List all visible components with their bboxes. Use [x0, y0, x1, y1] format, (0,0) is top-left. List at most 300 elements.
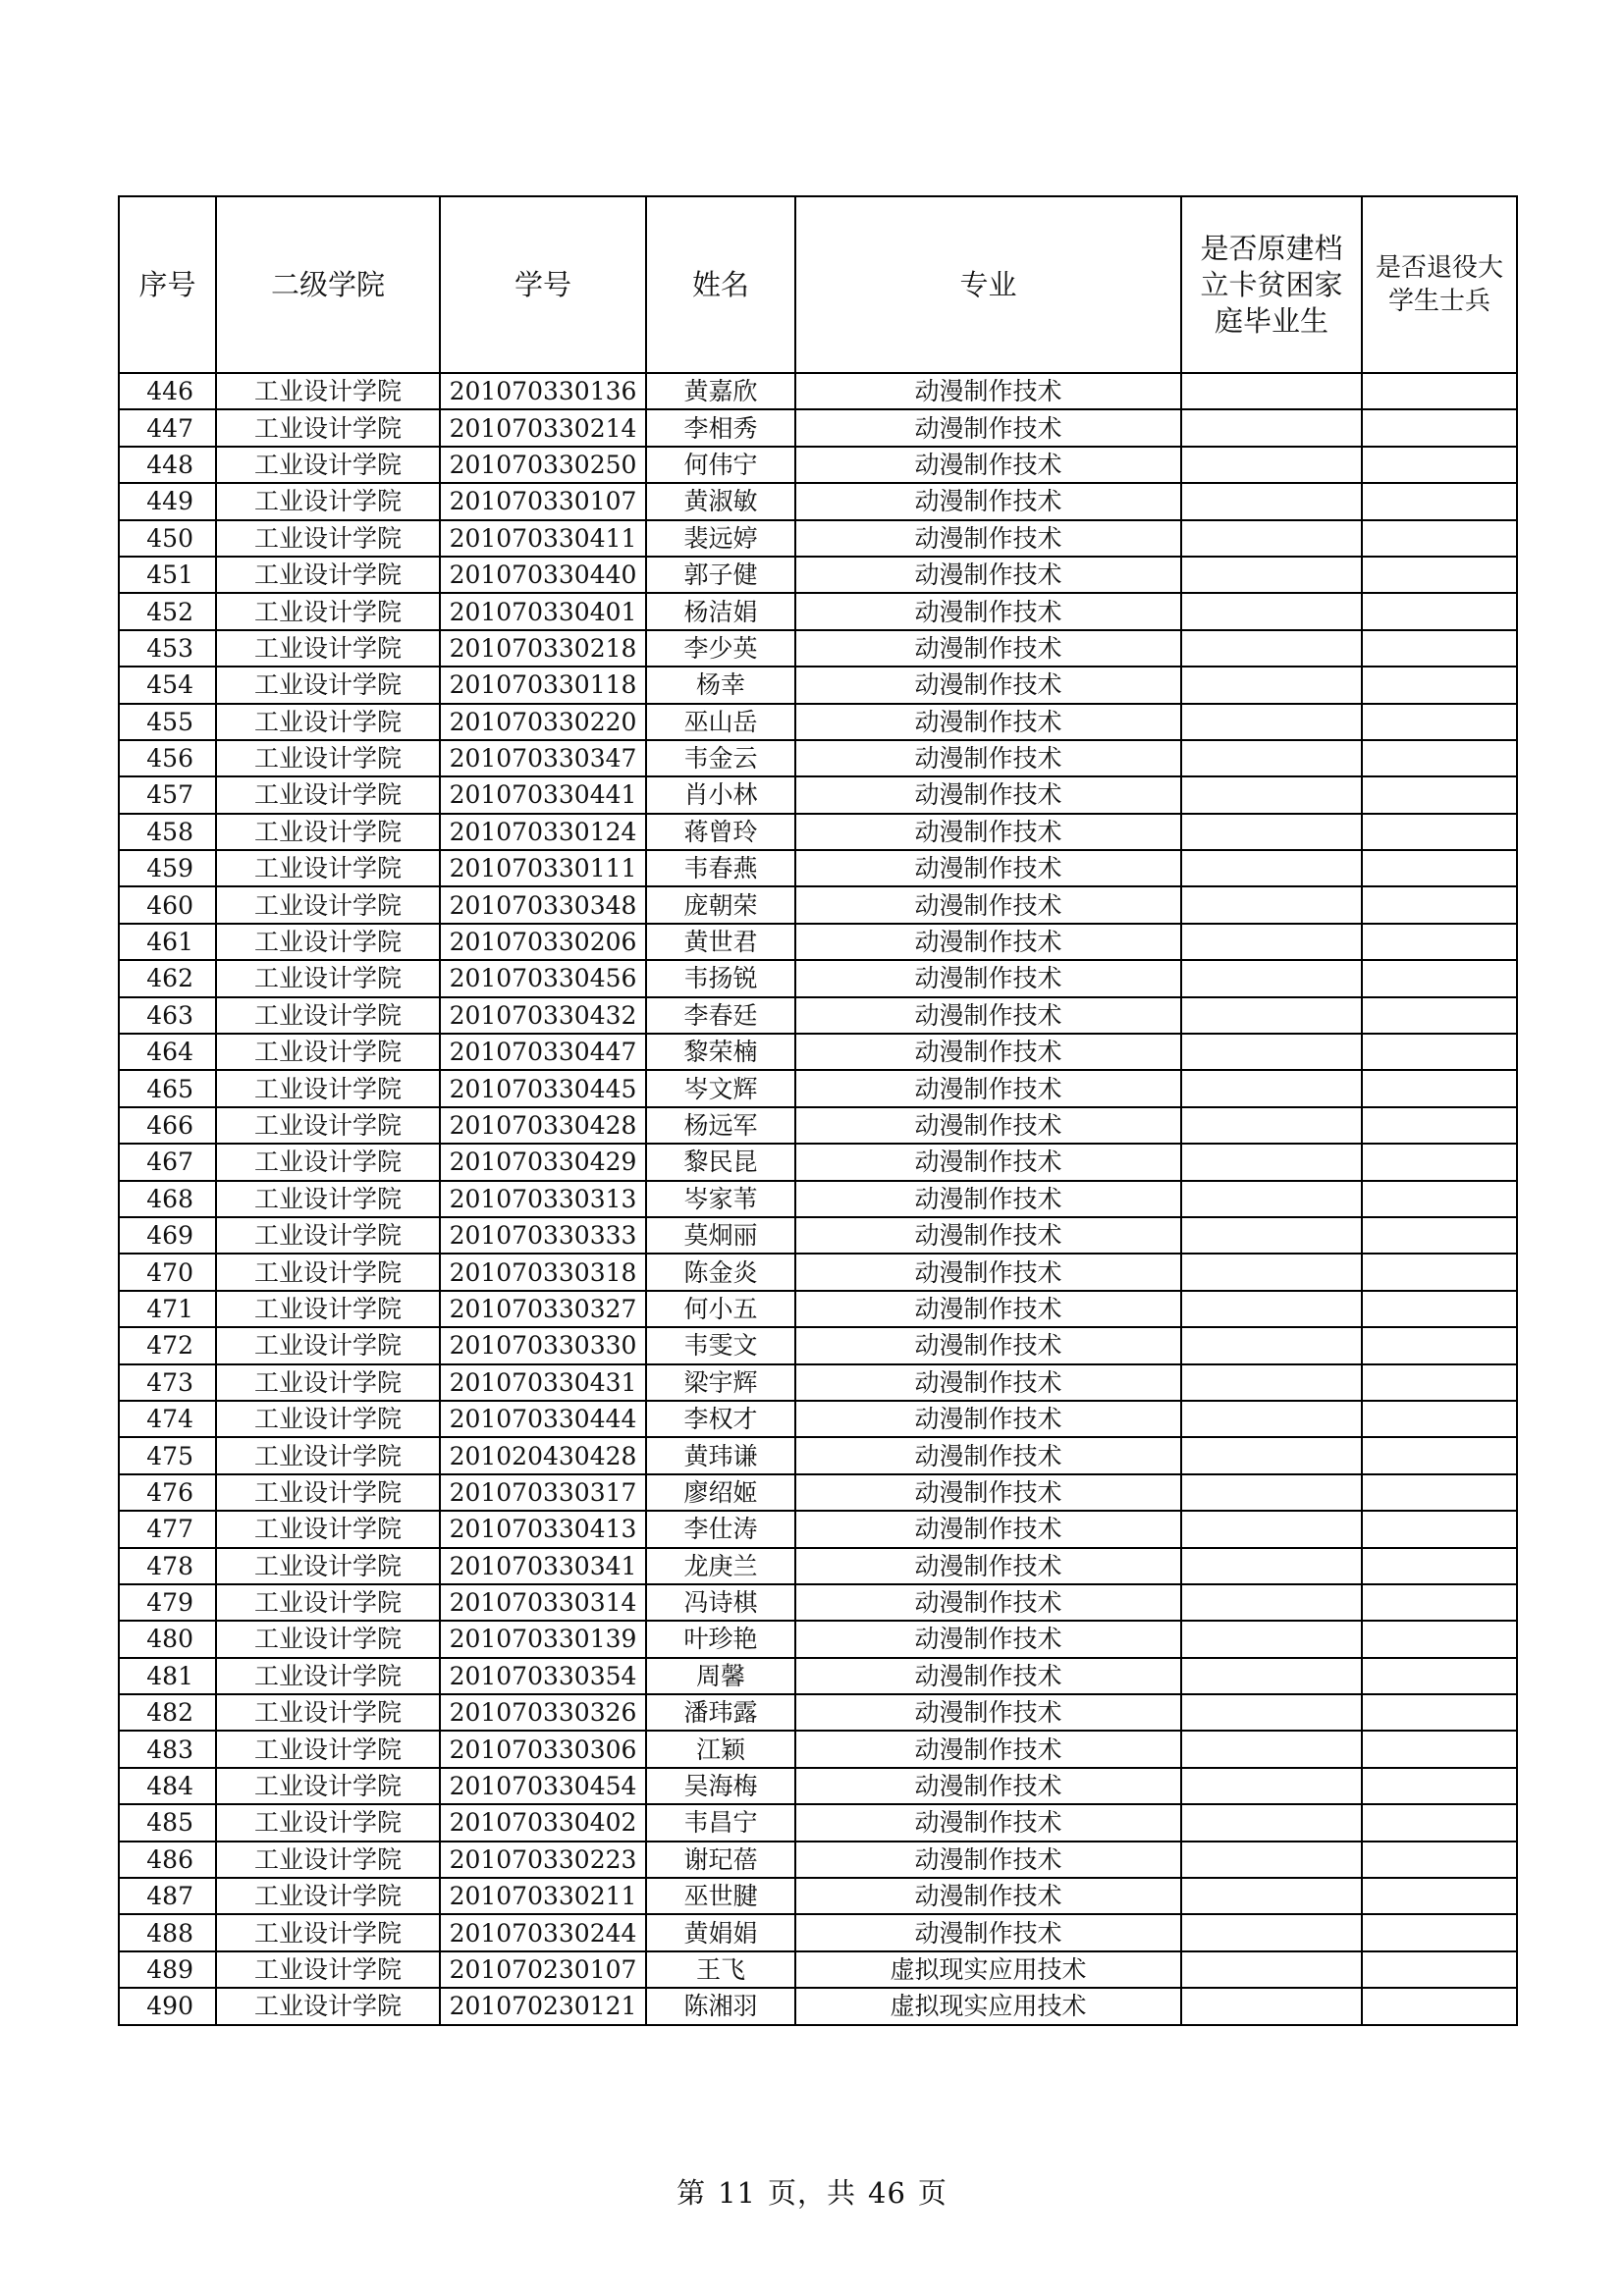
- cell-college: 工业设计学院: [216, 593, 440, 629]
- cell-veteran-status: [1362, 593, 1517, 629]
- cell-poverty-status: [1181, 1254, 1362, 1290]
- cell-seq: 463: [119, 997, 216, 1034]
- cell-college: 工业设计学院: [216, 1474, 440, 1511]
- cell-student-id: 201070330428: [440, 1107, 646, 1144]
- cell-name: 谢玘蓓: [646, 1842, 795, 1878]
- cell-name: 李少英: [646, 630, 795, 667]
- cell-college: 工业设计学院: [216, 1951, 440, 1988]
- cell-major: 动漫制作技术: [795, 850, 1181, 886]
- cell-seq: 477: [119, 1511, 216, 1547]
- cell-college: 工业设计学院: [216, 1548, 440, 1584]
- cell-name: 李相秀: [646, 409, 795, 446]
- cell-poverty-status: [1181, 1070, 1362, 1106]
- cell-student-id: 201070330456: [440, 960, 646, 996]
- cell-major: 虚拟现实应用技术: [795, 1951, 1181, 1988]
- cell-poverty-status: [1181, 1437, 1362, 1473]
- cell-seq: 480: [119, 1621, 216, 1657]
- cell-seq: 469: [119, 1217, 216, 1254]
- table-row: [119, 1548, 1517, 1584]
- cell-veteran-status: [1362, 997, 1517, 1034]
- cell-seq: 488: [119, 1914, 216, 1950]
- cell-major: 动漫制作技术: [795, 1364, 1181, 1401]
- cell-poverty-status: [1181, 1658, 1362, 1694]
- cell-name: 韦扬锐: [646, 960, 795, 996]
- footer-current-page: 11: [718, 2176, 756, 2210]
- cell-veteran-status: [1362, 373, 1517, 409]
- table-row: [119, 1437, 1517, 1473]
- cell-major: 动漫制作技术: [795, 1474, 1181, 1511]
- cell-veteran-status: [1362, 1474, 1517, 1511]
- table-row: [119, 704, 1517, 740]
- footer-total-pages: 46: [868, 2176, 906, 2210]
- cell-student-id: 201070330402: [440, 1804, 646, 1841]
- cell-seq: 485: [119, 1804, 216, 1841]
- cell-student-id: 201070330401: [440, 593, 646, 629]
- cell-poverty-status: [1181, 704, 1362, 740]
- table-row: [119, 886, 1517, 923]
- cell-veteran-status: [1362, 1621, 1517, 1657]
- cell-major: 动漫制作技术: [795, 667, 1181, 703]
- cell-veteran-status: [1362, 960, 1517, 996]
- cell-college: 工业设计学院: [216, 886, 440, 923]
- cell-major: 动漫制作技术: [795, 1107, 1181, 1144]
- table-row: [119, 1768, 1517, 1804]
- cell-college: 工业设计学院: [216, 1291, 440, 1327]
- cell-student-id: 201070330440: [440, 557, 646, 593]
- cell-poverty-status: [1181, 1107, 1362, 1144]
- cell-poverty-status: [1181, 667, 1362, 703]
- cell-poverty-status: [1181, 997, 1362, 1034]
- cell-veteran-status: [1362, 886, 1517, 923]
- cell-veteran-status: [1362, 557, 1517, 593]
- cell-college: 工业设计学院: [216, 373, 440, 409]
- cell-name: 李权才: [646, 1401, 795, 1437]
- cell-name: 吴海梅: [646, 1768, 795, 1804]
- cell-major: 动漫制作技术: [795, 1070, 1181, 1106]
- table-row: [119, 924, 1517, 960]
- cell-college: 工业设计学院: [216, 1658, 440, 1694]
- cell-student-id: 201070330136: [440, 373, 646, 409]
- cell-name: 岑家苇: [646, 1181, 795, 1217]
- cell-student-id: 201070330111: [440, 850, 646, 886]
- cell-major: 动漫制作技术: [795, 1694, 1181, 1731]
- cell-major: 动漫制作技术: [795, 1768, 1181, 1804]
- table-row: [119, 1107, 1517, 1144]
- header-major: 专业: [795, 196, 1181, 373]
- cell-college: 工业设计学院: [216, 704, 440, 740]
- cell-name: 韦雯文: [646, 1327, 795, 1363]
- cell-name: 郭子健: [646, 557, 795, 593]
- cell-major: 动漫制作技术: [795, 593, 1181, 629]
- table-row: [119, 1181, 1517, 1217]
- cell-poverty-status: [1181, 1364, 1362, 1401]
- cell-veteran-status: [1362, 1401, 1517, 1437]
- cell-name: 杨洁娟: [646, 593, 795, 629]
- cell-seq: 484: [119, 1768, 216, 1804]
- table-row: [119, 1401, 1517, 1437]
- cell-college: 工业设计学院: [216, 1327, 440, 1363]
- cell-college: 工业设计学院: [216, 1804, 440, 1841]
- cell-college: 工业设计学院: [216, 409, 440, 446]
- cell-seq: 470: [119, 1254, 216, 1290]
- cell-student-id: 201070330413: [440, 1511, 646, 1547]
- footer-suffix: 页: [917, 2176, 947, 2210]
- cell-seq: 466: [119, 1107, 216, 1144]
- table-row: [119, 520, 1517, 557]
- cell-student-id: 201070330441: [440, 776, 646, 813]
- cell-seq: 457: [119, 776, 216, 813]
- cell-major: 动漫制作技术: [795, 704, 1181, 740]
- table-row: [119, 373, 1517, 409]
- table-row: [119, 1804, 1517, 1841]
- cell-veteran-status: [1362, 1034, 1517, 1070]
- cell-seq: 479: [119, 1584, 216, 1621]
- cell-major: 动漫制作技术: [795, 1181, 1181, 1217]
- cell-student-id: 201070330306: [440, 1731, 646, 1767]
- cell-college: 工业设计学院: [216, 1070, 440, 1106]
- cell-seq: 471: [119, 1291, 216, 1327]
- cell-name: 叶珍艳: [646, 1621, 795, 1657]
- cell-college: 工业设计学院: [216, 1364, 440, 1401]
- cell-veteran-status: [1362, 704, 1517, 740]
- cell-name: 龙庚兰: [646, 1548, 795, 1584]
- cell-poverty-status: [1181, 1584, 1362, 1621]
- cell-student-id: 201070330454: [440, 1768, 646, 1804]
- cell-major: 动漫制作技术: [795, 1327, 1181, 1363]
- table-row: [119, 1731, 1517, 1767]
- cell-college: 工业设计学院: [216, 1694, 440, 1731]
- header-poverty-status: 是否原建档立卡贫困家庭毕业生: [1181, 196, 1362, 373]
- cell-student-id: 201070330214: [440, 409, 646, 446]
- cell-name: 江颖: [646, 1731, 795, 1767]
- cell-poverty-status: [1181, 630, 1362, 667]
- cell-college: 工业设计学院: [216, 1988, 440, 2024]
- table-row: [119, 630, 1517, 667]
- cell-college: 工业设计学院: [216, 1437, 440, 1473]
- cell-poverty-status: [1181, 1144, 1362, 1180]
- cell-poverty-status: [1181, 483, 1362, 519]
- cell-name: 廖绍姬: [646, 1474, 795, 1511]
- cell-name: 莫炯丽: [646, 1217, 795, 1254]
- cell-seq: 490: [119, 1988, 216, 2024]
- cell-name: 何伟宁: [646, 447, 795, 483]
- cell-college: 工业设计学院: [216, 630, 440, 667]
- cell-poverty-status: [1181, 409, 1362, 446]
- cell-seq: 459: [119, 850, 216, 886]
- table-row: [119, 1327, 1517, 1363]
- cell-poverty-status: [1181, 1291, 1362, 1327]
- table-row: [119, 814, 1517, 850]
- table-row: [119, 850, 1517, 886]
- cell-seq: 474: [119, 1401, 216, 1437]
- cell-name: 梁宇辉: [646, 1364, 795, 1401]
- cell-college: 工业设计学院: [216, 667, 440, 703]
- cell-veteran-status: [1362, 483, 1517, 519]
- cell-major: 动漫制作技术: [795, 1217, 1181, 1254]
- cell-veteran-status: [1362, 1511, 1517, 1547]
- cell-college: 工业设计学院: [216, 1401, 440, 1437]
- cell-seq: 452: [119, 593, 216, 629]
- cell-poverty-status: [1181, 1217, 1362, 1254]
- cell-poverty-status: [1181, 740, 1362, 776]
- cell-student-id: 201070330314: [440, 1584, 646, 1621]
- cell-major: 动漫制作技术: [795, 814, 1181, 850]
- header-veteran-status: 是否退役大学生士兵: [1362, 196, 1517, 373]
- cell-major: 动漫制作技术: [795, 1437, 1181, 1473]
- table-row: [119, 1474, 1517, 1511]
- cell-veteran-status: [1362, 1658, 1517, 1694]
- cell-student-id: 201070330445: [440, 1070, 646, 1106]
- cell-seq: 487: [119, 1878, 216, 1914]
- cell-seq: 458: [119, 814, 216, 850]
- cell-veteran-status: [1362, 1878, 1517, 1914]
- cell-poverty-status: [1181, 1878, 1362, 1914]
- cell-student-id: 201070330223: [440, 1842, 646, 1878]
- cell-student-id: 201070330244: [440, 1914, 646, 1950]
- cell-poverty-status: [1181, 1474, 1362, 1511]
- cell-major: 动漫制作技术: [795, 1511, 1181, 1547]
- cell-major: 动漫制作技术: [795, 1914, 1181, 1950]
- cell-veteran-status: [1362, 1951, 1517, 1988]
- cell-college: 工业设计学院: [216, 1181, 440, 1217]
- cell-college: 工业设计学院: [216, 740, 440, 776]
- cell-poverty-status: [1181, 1621, 1362, 1657]
- cell-seq: 460: [119, 886, 216, 923]
- table-row: [119, 1364, 1517, 1401]
- cell-veteran-status: [1362, 1694, 1517, 1731]
- cell-poverty-status: [1181, 1181, 1362, 1217]
- cell-poverty-status: [1181, 1401, 1362, 1437]
- cell-name: 韦金云: [646, 740, 795, 776]
- cell-veteran-status: [1362, 1988, 1517, 2024]
- table-row: [119, 1034, 1517, 1070]
- cell-student-id: 201070330206: [440, 924, 646, 960]
- cell-student-id: 201070330411: [440, 520, 646, 557]
- cell-poverty-status: [1181, 1988, 1362, 2024]
- cell-student-id: 201070330429: [440, 1144, 646, 1180]
- cell-veteran-status: [1362, 1070, 1517, 1106]
- cell-name: 王飞: [646, 1951, 795, 1988]
- cell-seq: 447: [119, 409, 216, 446]
- table-row: [119, 1658, 1517, 1694]
- cell-veteran-status: [1362, 1107, 1517, 1144]
- cell-major: 动漫制作技术: [795, 483, 1181, 519]
- cell-major: 动漫制作技术: [795, 1842, 1181, 1878]
- cell-student-id: 201070330333: [440, 1217, 646, 1254]
- header-row: [119, 196, 1517, 373]
- table-row: [119, 740, 1517, 776]
- cell-poverty-status: [1181, 520, 1362, 557]
- cell-name: 黎荣楠: [646, 1034, 795, 1070]
- cell-veteran-status: [1362, 924, 1517, 960]
- cell-seq: 465: [119, 1070, 216, 1106]
- graduate-roster-table: [118, 195, 1518, 2026]
- cell-seq: 448: [119, 447, 216, 483]
- cell-poverty-status: [1181, 1327, 1362, 1363]
- cell-seq: 482: [119, 1694, 216, 1731]
- cell-seq: 478: [119, 1548, 216, 1584]
- cell-student-id: 201070330118: [440, 667, 646, 703]
- cell-name: 黄嘉欣: [646, 373, 795, 409]
- table-row: [119, 1914, 1517, 1950]
- cell-student-id: 201070330250: [440, 447, 646, 483]
- cell-poverty-status: [1181, 814, 1362, 850]
- cell-veteran-status: [1362, 409, 1517, 446]
- cell-college: 工业设计学院: [216, 1144, 440, 1180]
- cell-poverty-status: [1181, 1694, 1362, 1731]
- table-row: [119, 1621, 1517, 1657]
- cell-seq: 464: [119, 1034, 216, 1070]
- cell-college: 工业设计学院: [216, 447, 440, 483]
- cell-college: 工业设计学院: [216, 776, 440, 813]
- cell-veteran-status: [1362, 740, 1517, 776]
- table-row: [119, 557, 1517, 593]
- cell-name: 韦春燕: [646, 850, 795, 886]
- cell-college: 工业设计学院: [216, 1878, 440, 1914]
- cell-poverty-status: [1181, 1548, 1362, 1584]
- cell-college: 工业设计学院: [216, 1768, 440, 1804]
- cell-student-id: 201070330318: [440, 1254, 646, 1290]
- cell-major: 动漫制作技术: [795, 776, 1181, 813]
- cell-seq: 461: [119, 924, 216, 960]
- cell-name: 何小五: [646, 1291, 795, 1327]
- cell-major: 动漫制作技术: [795, 1034, 1181, 1070]
- cell-major: 动漫制作技术: [795, 1548, 1181, 1584]
- roster-sheet: [118, 195, 1518, 2026]
- cell-poverty-status: [1181, 850, 1362, 886]
- cell-veteran-status: [1362, 1914, 1517, 1950]
- cell-major: 动漫制作技术: [795, 1804, 1181, 1841]
- cell-student-id: 201070330447: [440, 1034, 646, 1070]
- cell-major: 动漫制作技术: [795, 409, 1181, 446]
- cell-name: 巫世腱: [646, 1878, 795, 1914]
- cell-seq: 481: [119, 1658, 216, 1694]
- cell-major: 动漫制作技术: [795, 1291, 1181, 1327]
- cell-seq: 456: [119, 740, 216, 776]
- cell-seq: 467: [119, 1144, 216, 1180]
- table-row: [119, 776, 1517, 813]
- cell-name: 杨幸: [646, 667, 795, 703]
- cell-name: 潘玮露: [646, 1694, 795, 1731]
- cell-poverty-status: [1181, 1034, 1362, 1070]
- cell-poverty-status: [1181, 1842, 1362, 1878]
- cell-college: 工业设计学院: [216, 960, 440, 996]
- cell-student-id: 201070230107: [440, 1951, 646, 1988]
- cell-major: 动漫制作技术: [795, 1401, 1181, 1437]
- table-row: [119, 1511, 1517, 1547]
- table-row: [119, 409, 1517, 446]
- footer-middle: 页，共: [767, 2176, 856, 2210]
- cell-seq: 489: [119, 1951, 216, 1988]
- table-row: [119, 1694, 1517, 1731]
- cell-name: 巫山岳: [646, 704, 795, 740]
- table-row: [119, 1070, 1517, 1106]
- cell-college: 工业设计学院: [216, 1584, 440, 1621]
- table-row: [119, 1291, 1517, 1327]
- cell-college: 工业设计学院: [216, 997, 440, 1034]
- cell-student-id: 201070330326: [440, 1694, 646, 1731]
- cell-major: 动漫制作技术: [795, 886, 1181, 923]
- cell-student-id: 201070330347: [440, 740, 646, 776]
- table-body: [119, 373, 1517, 2025]
- cell-veteran-status: [1362, 1364, 1517, 1401]
- cell-veteran-status: [1362, 1181, 1517, 1217]
- cell-veteran-status: [1362, 1804, 1517, 1841]
- cell-seq: 450: [119, 520, 216, 557]
- cell-veteran-status: [1362, 776, 1517, 813]
- cell-seq: 486: [119, 1842, 216, 1878]
- cell-veteran-status: [1362, 1437, 1517, 1473]
- cell-major: 动漫制作技术: [795, 1731, 1181, 1767]
- cell-veteran-status: [1362, 850, 1517, 886]
- cell-student-id: 201070330313: [440, 1181, 646, 1217]
- cell-name: 肖小林: [646, 776, 795, 813]
- table-row: [119, 1842, 1517, 1878]
- cell-name: 李仕涛: [646, 1511, 795, 1547]
- cell-veteran-status: [1362, 1144, 1517, 1180]
- cell-seq: 473: [119, 1364, 216, 1401]
- cell-major: 动漫制作技术: [795, 1621, 1181, 1657]
- cell-college: 工业设计学院: [216, 924, 440, 960]
- cell-seq: 472: [119, 1327, 216, 1363]
- cell-student-id: 201070230121: [440, 1988, 646, 2024]
- cell-seq: 453: [119, 630, 216, 667]
- cell-college: 工业设计学院: [216, 1254, 440, 1290]
- cell-poverty-status: [1181, 960, 1362, 996]
- cell-name: 黄玮谦: [646, 1437, 795, 1473]
- cell-major: 动漫制作技术: [795, 1144, 1181, 1180]
- cell-name: 杨远军: [646, 1107, 795, 1144]
- table-row: [119, 667, 1517, 703]
- cell-major: 动漫制作技术: [795, 1878, 1181, 1914]
- table-row: [119, 447, 1517, 483]
- cell-veteran-status: [1362, 1291, 1517, 1327]
- header-college: 二级学院: [216, 196, 440, 373]
- cell-student-id: 201070330354: [440, 1658, 646, 1694]
- cell-college: 工业设计学院: [216, 1731, 440, 1767]
- cell-poverty-status: [1181, 886, 1362, 923]
- cell-college: 工业设计学院: [216, 1107, 440, 1144]
- cell-college: 工业设计学院: [216, 1217, 440, 1254]
- cell-college: 工业设计学院: [216, 1034, 440, 1070]
- cell-student-id: 201070330432: [440, 997, 646, 1034]
- cell-major: 动漫制作技术: [795, 960, 1181, 996]
- cell-name: 李春廷: [646, 997, 795, 1034]
- cell-veteran-status: [1362, 447, 1517, 483]
- cell-college: 工业设计学院: [216, 483, 440, 519]
- cell-student-id: 201070330220: [440, 704, 646, 740]
- cell-veteran-status: [1362, 1768, 1517, 1804]
- cell-seq: 462: [119, 960, 216, 996]
- cell-name: 裴远婷: [646, 520, 795, 557]
- cell-name: 庞朝荣: [646, 886, 795, 923]
- cell-college: 工业设计学院: [216, 1621, 440, 1657]
- cell-student-id: 201070330124: [440, 814, 646, 850]
- cell-student-id: 201070330317: [440, 1474, 646, 1511]
- cell-poverty-status: [1181, 593, 1362, 629]
- table-header: [119, 196, 1517, 373]
- table-row: [119, 1878, 1517, 1914]
- cell-major: 动漫制作技术: [795, 1254, 1181, 1290]
- table-row: [119, 1144, 1517, 1180]
- cell-poverty-status: [1181, 1731, 1362, 1767]
- cell-seq: 476: [119, 1474, 216, 1511]
- cell-poverty-status: [1181, 557, 1362, 593]
- table-row: [119, 1217, 1517, 1254]
- table-row: [119, 1951, 1517, 1988]
- cell-veteran-status: [1362, 1842, 1517, 1878]
- cell-name: 韦昌宁: [646, 1804, 795, 1841]
